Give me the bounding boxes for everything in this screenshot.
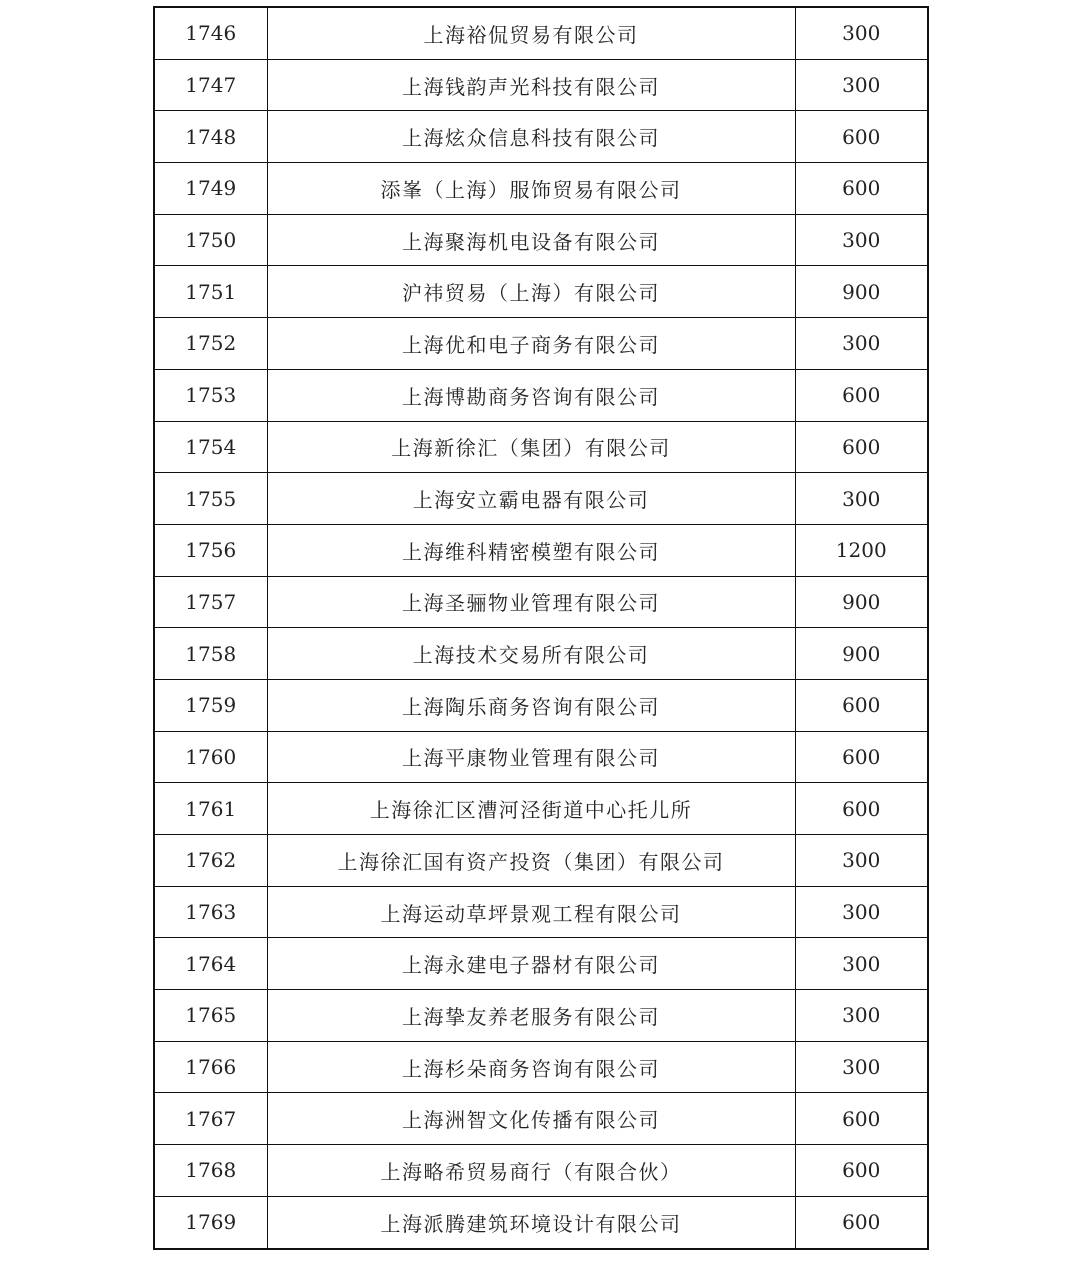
company-name: 上海炫众信息科技有限公司	[267, 111, 795, 163]
company-name: 上海安立霸电器有限公司	[267, 473, 795, 525]
table-row	[154, 731, 928, 783]
company-name: 上海挚友养老服务有限公司	[267, 990, 795, 1042]
row-number: 1760	[154, 731, 267, 783]
amount: 300	[795, 938, 928, 990]
amount: 600	[795, 1093, 928, 1145]
row-number: 1768	[154, 1145, 267, 1197]
table-row	[154, 628, 928, 680]
amount: 900	[795, 266, 928, 318]
row-number: 1750	[154, 214, 267, 266]
table-row	[154, 576, 928, 628]
row-number: 1758	[154, 628, 267, 680]
amount: 900	[795, 628, 928, 680]
table-row	[154, 266, 928, 318]
table-body	[154, 7, 928, 1249]
amount: 300	[795, 990, 928, 1042]
company-name: 上海平康物业管理有限公司	[267, 731, 795, 783]
company-name: 上海运动草坪景观工程有限公司	[267, 886, 795, 938]
company-name: 上海新徐汇（集团）有限公司	[267, 421, 795, 473]
table-row	[154, 1145, 928, 1197]
table-row	[154, 524, 928, 576]
company-name: 上海钱韵声光科技有限公司	[267, 59, 795, 111]
company-name: 上海杉朵商务咨询有限公司	[267, 1041, 795, 1093]
row-number: 1752	[154, 318, 267, 370]
amount: 1200	[795, 524, 928, 576]
company-name: 沪祎贸易（上海）有限公司	[267, 266, 795, 318]
row-number: 1751	[154, 266, 267, 318]
company-table	[153, 6, 929, 1250]
amount: 600	[795, 369, 928, 421]
amount: 300	[795, 473, 928, 525]
table-row	[154, 369, 928, 421]
amount: 600	[795, 783, 928, 835]
table-row	[154, 886, 928, 938]
table-row	[154, 7, 928, 59]
amount: 600	[795, 679, 928, 731]
company-name: 上海徐汇区漕河泾街道中心托儿所	[267, 783, 795, 835]
row-number: 1755	[154, 473, 267, 525]
row-number: 1762	[154, 835, 267, 887]
table-row	[154, 111, 928, 163]
row-number: 1757	[154, 576, 267, 628]
row-number: 1753	[154, 369, 267, 421]
row-number: 1761	[154, 783, 267, 835]
row-number: 1748	[154, 111, 267, 163]
company-name: 上海陶乐商务咨询有限公司	[267, 679, 795, 731]
row-number: 1766	[154, 1041, 267, 1093]
row-number: 1749	[154, 163, 267, 215]
amount: 300	[795, 886, 928, 938]
company-table-container	[153, 6, 927, 1250]
amount: 300	[795, 1041, 928, 1093]
table-row	[154, 421, 928, 473]
table-row	[154, 163, 928, 215]
company-name: 上海永建电子器材有限公司	[267, 938, 795, 990]
table-row	[154, 1093, 928, 1145]
row-number: 1764	[154, 938, 267, 990]
company-name: 上海洲智文化传播有限公司	[267, 1093, 795, 1145]
company-name: 上海技术交易所有限公司	[267, 628, 795, 680]
table-row	[154, 59, 928, 111]
amount: 300	[795, 214, 928, 266]
company-name: 上海裕侃贸易有限公司	[267, 7, 795, 59]
amount: 300	[795, 318, 928, 370]
table-row	[154, 214, 928, 266]
company-name: 上海优和电子商务有限公司	[267, 318, 795, 370]
row-number: 1765	[154, 990, 267, 1042]
amount: 600	[795, 111, 928, 163]
company-name: 上海略希贸易商行（有限合伙）	[267, 1145, 795, 1197]
table-row	[154, 938, 928, 990]
table-row	[154, 990, 928, 1042]
row-number: 1763	[154, 886, 267, 938]
company-name: 上海博勘商务咨询有限公司	[267, 369, 795, 421]
amount: 900	[795, 576, 928, 628]
amount: 600	[795, 163, 928, 215]
company-name: 上海聚海机电设备有限公司	[267, 214, 795, 266]
table-row	[154, 679, 928, 731]
row-number: 1767	[154, 1093, 267, 1145]
row-number: 1747	[154, 59, 267, 111]
company-name: 上海派腾建筑环境设计有限公司	[267, 1196, 795, 1248]
table-row	[154, 1196, 928, 1248]
table-row	[154, 1041, 928, 1093]
row-number: 1754	[154, 421, 267, 473]
amount: 600	[795, 731, 928, 783]
amount: 600	[795, 1145, 928, 1197]
amount: 300	[795, 7, 928, 59]
row-number: 1746	[154, 7, 267, 59]
amount: 600	[795, 1196, 928, 1248]
table-row	[154, 473, 928, 525]
amount: 300	[795, 59, 928, 111]
row-number: 1769	[154, 1196, 267, 1248]
table-row	[154, 318, 928, 370]
amount: 600	[795, 421, 928, 473]
company-name: 上海圣骊物业管理有限公司	[267, 576, 795, 628]
table-row	[154, 835, 928, 887]
company-name: 上海徐汇国有资产投资（集团）有限公司	[267, 835, 795, 887]
row-number: 1756	[154, 524, 267, 576]
company-name: 上海维科精密模塑有限公司	[267, 524, 795, 576]
amount: 300	[795, 835, 928, 887]
company-name: 添峯（上海）服饰贸易有限公司	[267, 163, 795, 215]
row-number: 1759	[154, 679, 267, 731]
table-row	[154, 783, 928, 835]
